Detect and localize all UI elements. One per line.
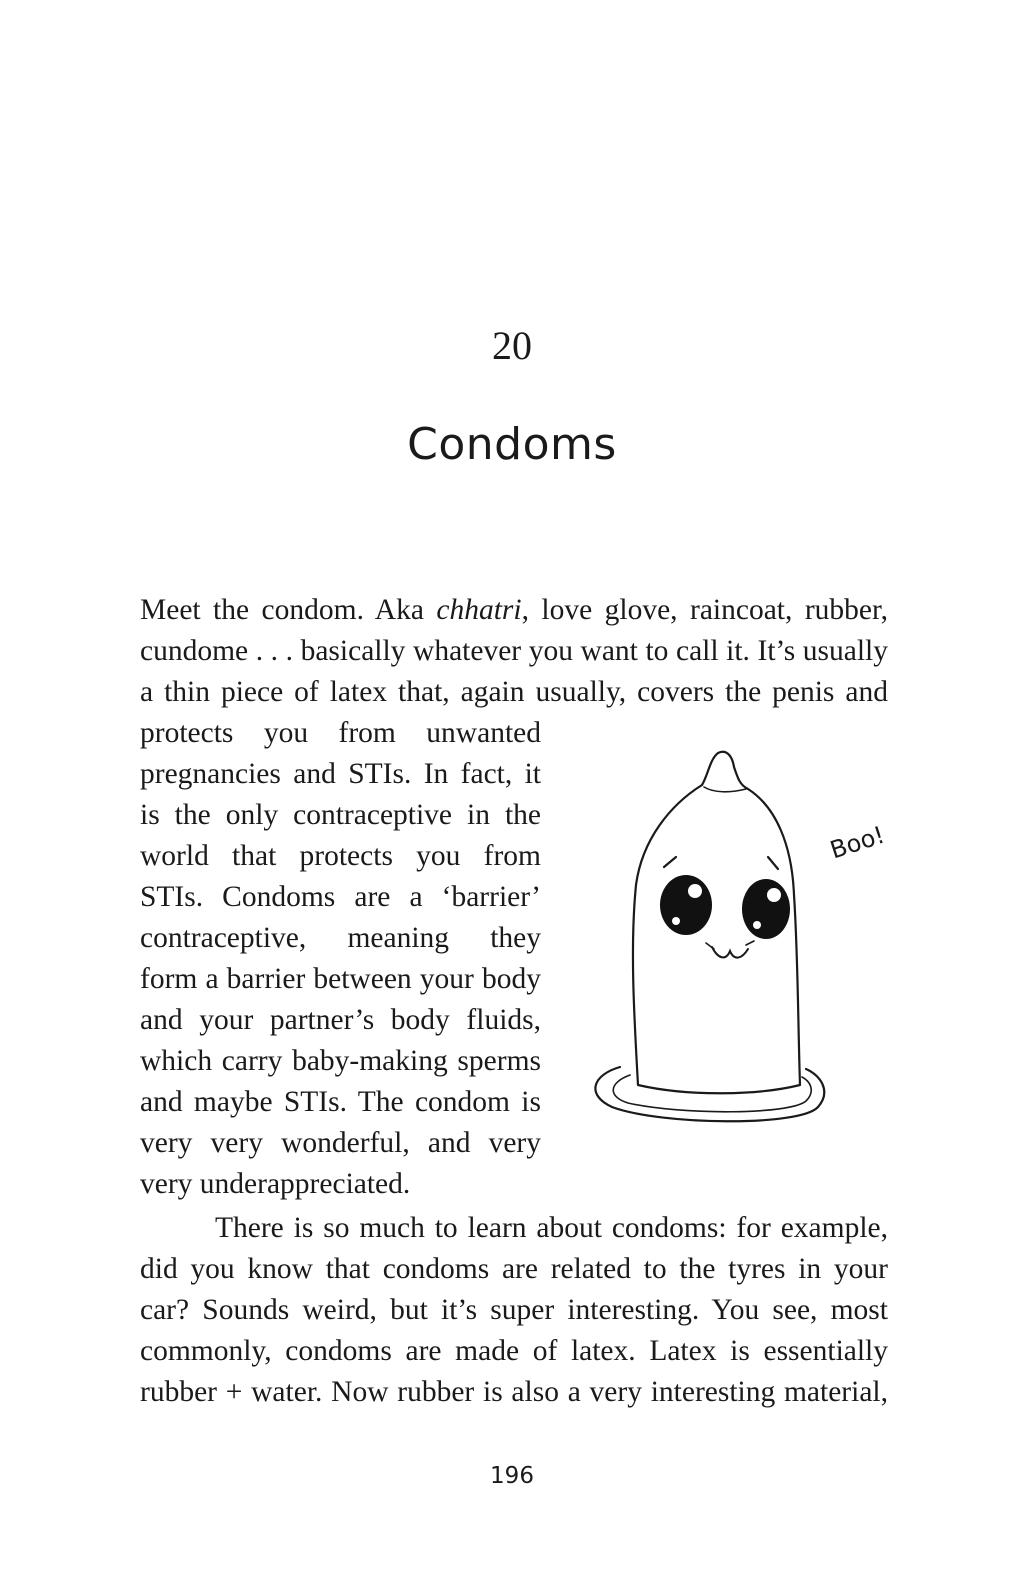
text-line: world that protects you from [140, 840, 541, 872]
text-line: car? Sounds weird, but it’s super interesting. You see, most [140, 1294, 888, 1326]
text-line: which carry baby-making sperms [140, 1045, 541, 1077]
text-line: very very wonderful, and very [140, 1127, 541, 1159]
second-paragraph [140, 1208, 888, 1413]
left-eye [660, 875, 712, 935]
page-number: 196 [490, 1463, 534, 1489]
text-line: and your partner’s body fluids, [140, 1004, 541, 1036]
chapter-number: 20 [492, 323, 532, 368]
text-line: is the only contraceptive in the [140, 799, 541, 831]
wrapped-paragraph [140, 713, 541, 1205]
intro-paragraph [140, 590, 888, 713]
text-line: commonly, condoms are made of latex. Latex is essentially [140, 1335, 888, 1367]
text-line: contraceptive, meaning they [140, 922, 541, 954]
text-line: did you know that condoms are related to the tyres in your [140, 1253, 888, 1285]
condom-illustration [580, 745, 900, 1130]
text-line: STIs. Condoms are a ‘barrier’ [140, 881, 541, 913]
text-line: There is so much to learn about condoms: for example, [215, 1212, 888, 1244]
text-line: protects you from unwanted [140, 717, 541, 749]
boo-speech: Boo! [826, 820, 889, 865]
text-line: Meet the condom. Aka chhatri, love glove, raincoat, rubber, [140, 594, 889, 626]
text-line: form a barrier between your body [140, 963, 541, 995]
text-line: pregnancies and STIs. In fact, it [140, 758, 541, 790]
right-eye [742, 879, 790, 939]
text-line: rubber + water. Now rubber is also a very interesting material, [140, 1376, 888, 1408]
text-line: a thin piece of latex that, again usually, covers the penis and [140, 676, 888, 708]
text-line: very underappreciated. [140, 1168, 411, 1200]
text-line: cundome . . . basically whatever you want to call it. It’s usually [140, 635, 888, 667]
text-line: and maybe STIs. The condom is [140, 1086, 541, 1118]
italic-term: chhatri [436, 594, 522, 626]
chapter-title: Condoms [407, 419, 617, 470]
